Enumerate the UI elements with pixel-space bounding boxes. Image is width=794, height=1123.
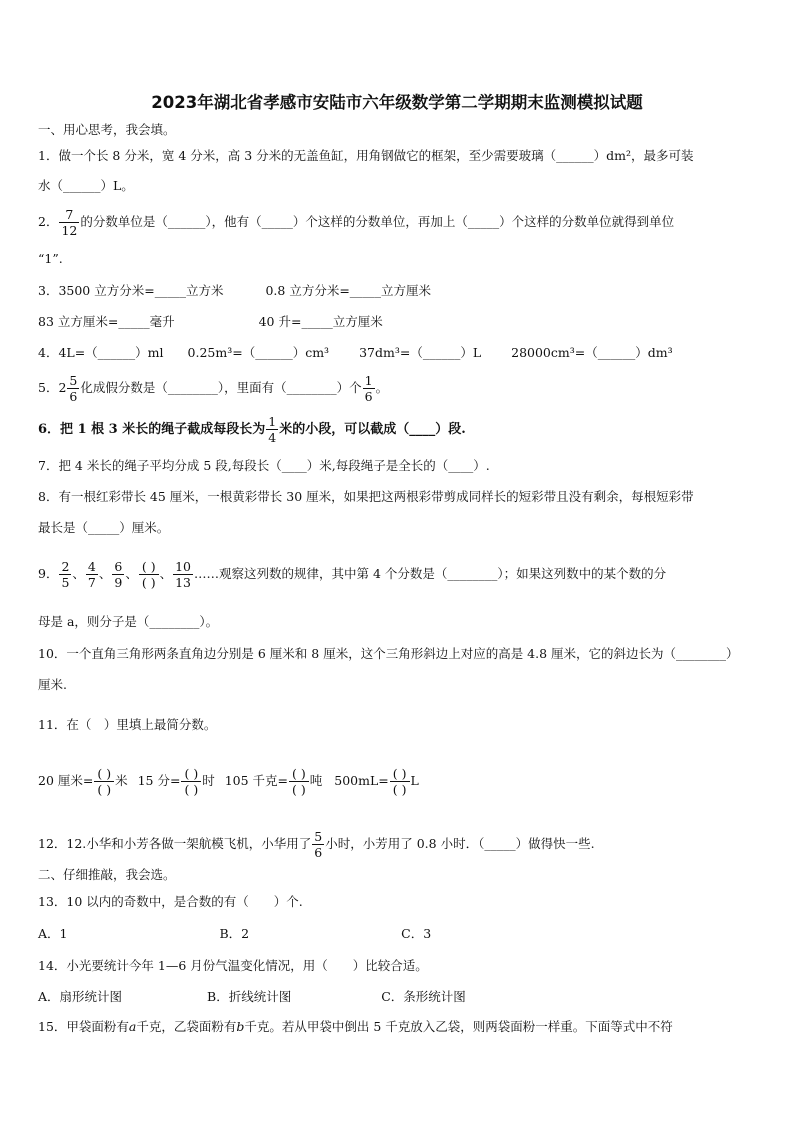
sequence-fraction-3: $\frac{6}{9}$	[114, 559, 123, 590]
question-10-line-2: 厘米.	[38, 677, 67, 692]
question-10-line-1: 10．一个直角三角形两条直角边分别是 6 厘米和 8 厘米，这个三角形斜边上对应的高是 4.8 厘米，它的斜边长为（________）	[38, 646, 739, 661]
q4-item-a: 4．4L=（______）ml	[38, 345, 164, 360]
question-3-line-2	[38, 313, 383, 331]
question-number: 9．	[38, 566, 59, 581]
question-12-text-2: 小时，小芳用了 0.8 小时．（_____）做得快一些.	[325, 836, 595, 851]
q11-item-3-label: 105 千克=	[224, 773, 289, 788]
question-9: 9． $\frac{2}{5}$ 、 $\frac{4}{7}$ 、 $\frac{6}{9}$ 、 $\frac{( )}{( )}$ 、 $\frac{10}{13}$ ……观察这列数的规律，其中第 4 个分数是（________）；如果这列数中的某个数的分	[38, 559, 667, 590]
question-5-text: 化成假分数是（________），里面有（________）个	[80, 380, 362, 395]
q11-item-2-label: 15 分=	[137, 773, 181, 788]
variable-b: b	[236, 1019, 245, 1034]
question-12	[38, 827, 595, 861]
fraction-5-6: $\frac{5}{6}$	[314, 829, 323, 860]
option-c[interactable]: C．3	[401, 926, 432, 941]
fraction-7-12: $\frac{7}{12}$	[61, 207, 78, 238]
question-8-line-2: 最长是（_____）厘米。	[38, 520, 170, 535]
question-7: 7．把 4 米长的绳子平均分成 5 段,每段长（____）米,每段绳子是全长的（____）.	[38, 458, 490, 473]
question-6	[38, 413, 466, 447]
q4-item-d: 28000cm³=（______）dm³	[511, 345, 673, 360]
option-b[interactable]: B．折线统计图	[207, 989, 292, 1004]
question-12-text: 12．12.小华和小芳各做一架航模飞机，小华用了	[38, 836, 312, 851]
mixed-number-whole: 2	[58, 380, 67, 395]
question-4	[38, 344, 673, 362]
q11-item-4-label: 500mL=	[334, 773, 389, 788]
q3-item-d: 40 升=_____立方厘米	[258, 314, 383, 329]
question-6-text-2: 米的小段，可以截成（____）段.	[279, 422, 466, 437]
option-c[interactable]: C．条形统计图	[381, 989, 466, 1004]
fraction-5-6: $\frac{5}{6}$	[69, 373, 78, 404]
q4-item-b: 0.25m³=（______）cm³	[187, 345, 330, 360]
question-9-text: ……观察这列数的规律，其中第 4 个分数是（________）；如果这列数中的某个数的分	[194, 566, 667, 581]
blank-fraction: $\frac{( )}{( )}$	[181, 766, 201, 797]
sequence-fraction-2: $\frac{4}{7}$	[87, 559, 96, 590]
question-3-line-1	[38, 282, 431, 300]
question-number: 2．	[38, 214, 59, 229]
question-13-options	[38, 925, 431, 943]
q11-item-1-label: 20 厘米=	[38, 773, 94, 788]
q4-item-c: 37dm³=（______）L	[359, 345, 482, 360]
question-5	[38, 371, 388, 405]
question-1-line-1: 1．做一个长 8 分米，宽 4 分米，高 3 分米的无盖鱼缸，用角钢做它的框架，至少需要玻璃（______）dm²，最多可装	[38, 148, 694, 163]
question-2-line-2: “1”.	[38, 251, 63, 266]
question-15: 15．甲袋面粉有a千克，乙袋面粉有b千克。若从甲袋中倒出 5 千克放入乙袋，则两袋面粉一样重。下面等式中不符	[38, 1019, 673, 1034]
blank-fraction: $\frac{( )}{( )}$	[289, 766, 309, 797]
question-8-line-1: 8．有一根红彩带长 45 厘米，一根黄彩带长 30 厘米，如果把这两根彩带剪成同样长的短彩带且没有剩余，每根短彩带	[38, 489, 694, 504]
option-a[interactable]: A．扇形统计图	[38, 989, 123, 1004]
question-9-line-2: 母是 a，则分子是（________）。	[38, 614, 219, 629]
q3-item-b: 0.8 立方分米=_____立方厘米	[265, 283, 432, 298]
option-a[interactable]: A．1	[38, 926, 68, 941]
sequence-fraction-5: $\frac{10}{13}$	[175, 559, 192, 590]
question-13: 13．10 以内的奇数中，是合数的有（ ）个.	[38, 894, 303, 909]
question-number: 5．	[38, 380, 59, 395]
q3-item-c: 83 立方厘米=_____毫升	[38, 314, 175, 329]
question-2	[38, 205, 674, 239]
question-14: 14．小光要统计今年 1—6 月份气温变化情况，用（ ）比较合适。	[38, 958, 428, 973]
q3-item-a: 3．3500 立方分米=_____立方米	[38, 283, 224, 298]
section-2-heading: 二、仔细推敲，我会选。	[38, 867, 176, 882]
page-title: 2023年湖北省孝感市安陆市六年级数学第二学期期末监测模拟试题	[151, 93, 643, 112]
sequence-fraction-blank: $\frac{( )}{( )}$	[139, 559, 159, 590]
blank-fraction: $\frac{( )}{( )}$	[390, 766, 410, 797]
variable-a: a	[128, 1019, 137, 1034]
sequence-fraction-1: $\frac{2}{5}$	[61, 559, 70, 590]
option-b[interactable]: B．2	[219, 926, 250, 941]
blank-fraction: $\frac{( )}{( )}$	[94, 766, 114, 797]
question-11-items: 20 厘米= $\frac{( )}{( )}$ 米 15 分= $\frac{( )}{( )}$ 时 105 千克= $\frac{( )}{( )}$ 吨 500mL= $\frac{( )}{( )}$ L	[38, 766, 419, 797]
question-6-text: 6．把 1 根 3 米长的绳子截成每段长为	[38, 422, 266, 437]
fraction-1-4: $\frac{1}{4}$	[268, 414, 277, 445]
question-14-options	[38, 988, 466, 1006]
section-1-heading: 一、用心思考，我会填。	[38, 122, 176, 137]
question-5-end: 。	[375, 380, 389, 395]
question-2-text: 的分数单位是（______），他有（_____）个这样的分数单位，再加上（_____）个这样的分数单位就得到单位	[80, 214, 675, 229]
question-11: 11．在（ ）里填上最简分数。	[38, 717, 217, 732]
fraction-1-6: $\frac{1}{6}$	[364, 373, 373, 404]
question-1-line-2: 水（______）L。	[38, 178, 134, 193]
